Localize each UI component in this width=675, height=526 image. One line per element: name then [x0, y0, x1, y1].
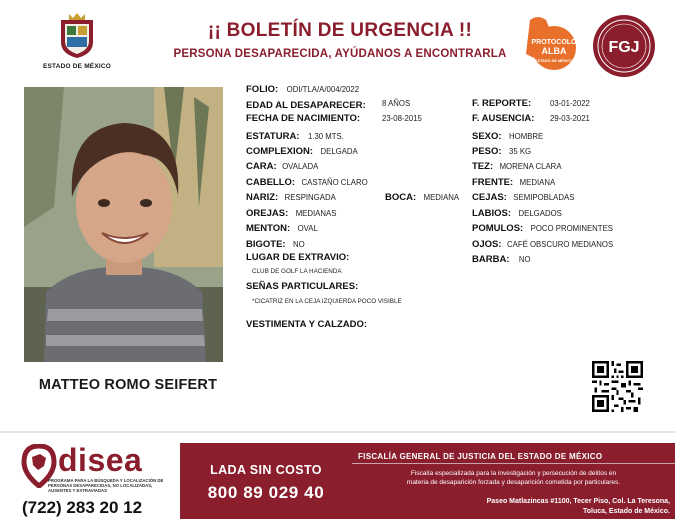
bulletin-subtitle: PERSONA DESAPARECIDA, AYÚDANOS A ENCONTRARLA: [173, 48, 507, 60]
fiscalia-desc-line-1: Fiscalía especializada para la investigación y persecución de delitos en: [410, 470, 617, 477]
field-boca: [385, 190, 459, 204]
fgj-text: FGJ: [608, 39, 640, 56]
odisea-wordmark: disea: [58, 442, 143, 478]
field-value: MEDIANA: [423, 193, 460, 202]
field-pomulos: [472, 221, 613, 235]
field-lugar-value: CLUB DE GOLF LA HACIENDA: [252, 268, 342, 275]
person-name: MATTEO ROMO SEIFERT: [38, 377, 218, 393]
field-ojos: [472, 237, 613, 251]
field-label: MENTON:: [246, 223, 291, 234]
field-fecha-nac-value: 23-08-2015: [382, 114, 422, 123]
field-f-reporte-label: F. REPORTE:: [472, 98, 532, 109]
field-f-reporte-value: 03-01-2022: [550, 99, 590, 108]
field-value: NO: [518, 255, 531, 264]
alba-line3: ESTADO DE MÉXICO: [535, 59, 573, 63]
missing-person-photo: [24, 87, 223, 362]
fiscalia-box: [352, 443, 675, 519]
field-value: POCO PROMINENTES: [530, 224, 613, 233]
estado-de-mexico-logo: [38, 12, 116, 70]
field-value: MEDIANA: [519, 178, 556, 187]
field-value: HOMBRE: [509, 132, 544, 141]
field-sexo: [472, 129, 543, 143]
field-senas-label: SEÑAS PARTICULARES:: [246, 281, 359, 292]
field-label: PESO:: [472, 146, 502, 157]
field-label: COMPLEXION:: [246, 146, 314, 157]
odisea-phone[interactable]: (722) 283 20 12: [22, 498, 143, 517]
field-cabello: [246, 175, 368, 189]
estado-de-mexico-shield-icon: [55, 12, 99, 60]
odisea-logo: [18, 442, 168, 522]
field-value: 1.30 MTS.: [307, 132, 344, 141]
field-label: OJOS:: [472, 239, 502, 250]
field-value: 35 KG: [509, 147, 532, 156]
field-menton: [246, 221, 318, 235]
field-label: POMULOS:: [472, 223, 524, 234]
alba-line1: PROTOCOLO: [531, 39, 577, 46]
field-label: TEZ:: [472, 161, 494, 172]
field-f-ausencia-value: 29-03-2021: [550, 114, 590, 123]
lada-number[interactable]: 800 89 029 40: [207, 483, 325, 502]
field-senas-value: *CICATRIZ EN LA CEJA IZQUIERDA POCO VISIBLE: [252, 298, 402, 305]
field-value: CASTAÑO CLARO: [301, 178, 368, 187]
field-vestimenta-label: VESTIMENTA Y CALZADO:: [246, 319, 368, 330]
field-cara: [246, 159, 318, 173]
field-fecha-nac-label: FECHA DE NACIMIENTO:: [246, 113, 360, 124]
lada-sin-costo-box: [180, 443, 352, 519]
field-value: MEDIANAS: [295, 209, 337, 218]
footer-divider: [0, 431, 675, 433]
fiscalia-title: FISCALÍA GENERAL DE JUSTICIA DEL ESTADO DE MÉXICO: [358, 452, 603, 461]
field-label: CARA:: [246, 161, 277, 172]
fiscalia-description: [352, 469, 675, 487]
field-complexion: [246, 144, 358, 158]
field-label: SEXO:: [472, 131, 502, 142]
field-label: OREJAS:: [246, 208, 289, 219]
fiscalia-desc-line-2: materia de desaparición forzada y desaparición cometida por particulares.: [406, 479, 621, 486]
field-value: ODI/TLA/A/004/2022: [286, 85, 360, 94]
field-label: CABELLO:: [246, 177, 296, 188]
field-tez: [472, 159, 562, 173]
field-label: NARIZ:: [246, 192, 279, 203]
field-cejas: [472, 190, 574, 204]
fgj-seal-icon: [592, 14, 656, 78]
alba-line2: ALBA: [541, 46, 567, 56]
field-value: MORENA CLARA: [499, 162, 562, 171]
field-edad: [246, 98, 366, 112]
field-value: DELGADOS: [518, 209, 562, 218]
field-label: CEJAS:: [472, 192, 507, 203]
protocolo-alba-ribbon-icon: [508, 14, 584, 78]
field-frente: [472, 175, 555, 189]
field-nariz: [246, 190, 336, 204]
field-lugar-label: LUGAR DE EXTRAVIO:: [246, 252, 350, 263]
fiscalia-separator: [352, 463, 675, 464]
bulletin-title: ¡¡ BOLETÍN DE URGENCIA !!: [207, 20, 473, 41]
field-labios: [472, 206, 562, 220]
fiscalia-address: [352, 497, 670, 517]
field-label: FOLIO:: [246, 84, 279, 95]
field-label: EDAD AL DESAPARECER:: [246, 100, 366, 111]
field-peso: [472, 144, 531, 158]
logo-caption: ESTADO DE MÉXICO: [42, 63, 112, 70]
field-value: OVALADA: [282, 162, 319, 171]
field-label: BARBA:: [472, 254, 510, 265]
field-label: BOCA:: [385, 192, 417, 203]
field-label: ESTATURA:: [246, 131, 300, 142]
odisea-tagline: PROGRAMA PARA LA BÚSQUEDA Y LOCALIZACIÓN DE PERSONAS DESAPARECIDAS, NO LOCALIZADAS, AUSENTES Y EXTRAVIADAS: [48, 478, 164, 493]
field-value: OVAL: [297, 224, 318, 233]
field-value: NO: [293, 240, 305, 249]
lada-label: LADA SIN COSTO: [210, 463, 322, 477]
field-value: RESPINGADA: [284, 193, 336, 202]
field-f-ausencia-label: F. AUSENCIA:: [472, 113, 535, 124]
field-value: CAFÉ OBSCURO MEDIANOS: [507, 240, 614, 249]
field-label: FRENTE:: [472, 177, 514, 188]
field-estatura: [246, 129, 344, 143]
field-label: BIGOTE:: [246, 239, 286, 250]
field-barba: [472, 252, 531, 266]
address-line-1: Paseo Matlazincas #1100, Tecer Piso, Col. La Teresona,: [486, 498, 670, 505]
field-bigote: [246, 237, 305, 251]
field-value: DELGADA: [320, 147, 358, 156]
field-value: SEMIPOBLADAS: [513, 193, 575, 202]
field-label: LABIOS:: [472, 208, 512, 219]
field-edad-value: 8 AÑOS: [382, 99, 411, 108]
field-folio: [246, 82, 359, 96]
qr-code-icon[interactable]: [592, 361, 643, 412]
child-portrait-image: [24, 87, 223, 362]
address-line-2: Toluca, Estado de México.: [582, 508, 670, 515]
